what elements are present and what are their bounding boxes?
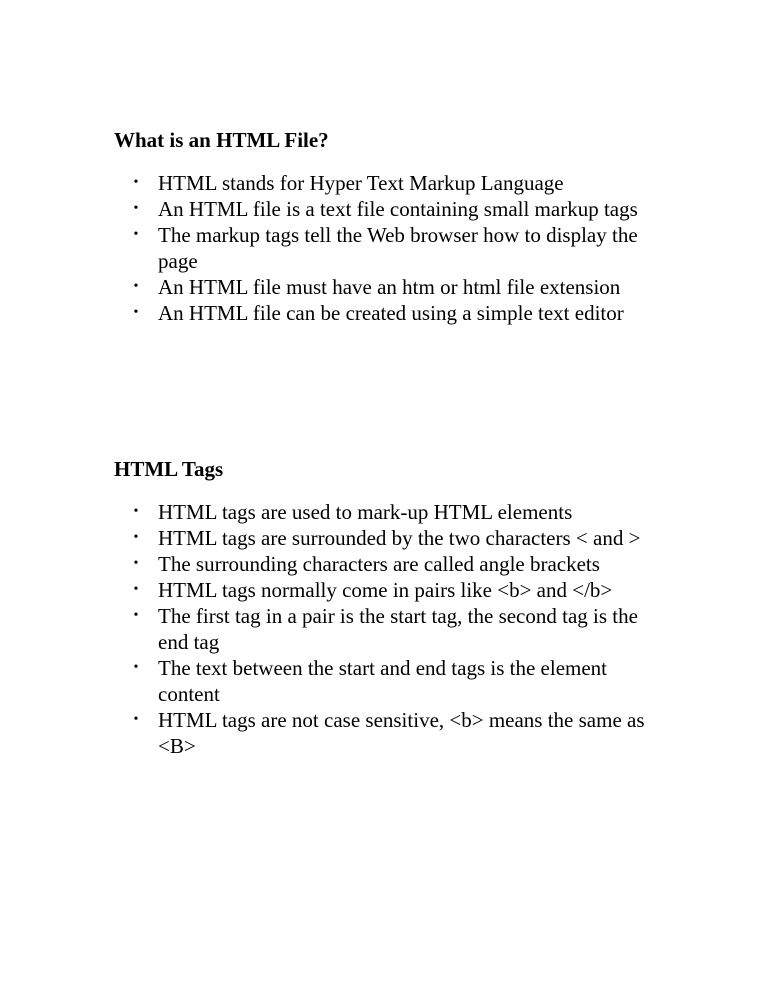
list-item-text: HTML tags are not case sensitive, <b> means the same as <B>	[158, 708, 645, 758]
list-item-text: An HTML file can be created using a simple text editor	[158, 301, 624, 325]
list-item	[114, 655, 658, 707]
section-what-is-html-file	[114, 127, 674, 326]
list-item-text: HTML tags normally come in pairs like <b> and </b>	[158, 578, 613, 602]
bullet-list	[114, 170, 674, 326]
bullet-icon: •	[133, 556, 139, 571]
list-item	[114, 222, 658, 274]
list-item	[114, 499, 658, 525]
list-item-text: HTML tags are surrounded by the two characters < and >	[158, 526, 641, 550]
bullet-list	[114, 499, 674, 759]
list-item	[114, 551, 658, 577]
list-item	[114, 525, 658, 551]
bullet-icon: •	[133, 279, 139, 294]
list-item-text: HTML stands for Hyper Text Markup Language	[158, 171, 564, 195]
bullet-icon: •	[133, 660, 139, 675]
bullet-icon: •	[133, 305, 139, 320]
list-item-text: An HTML file is a text file containing small markup tags	[158, 197, 638, 221]
list-item-text: The markup tags tell the Web browser how to display the page	[158, 223, 638, 273]
list-item	[114, 300, 658, 326]
bullet-icon: •	[133, 175, 139, 190]
bullet-icon: •	[133, 504, 139, 519]
list-item-text: HTML tags are used to mark-up HTML elements	[158, 500, 573, 524]
bullet-icon: •	[133, 608, 139, 623]
list-item	[114, 170, 658, 196]
list-item	[114, 196, 658, 222]
bullet-icon: •	[133, 227, 139, 242]
list-item	[114, 274, 658, 300]
list-item	[114, 707, 658, 759]
list-item-text: An HTML file must have an htm or html file extension	[158, 275, 621, 299]
list-item	[114, 577, 658, 603]
bullet-icon: •	[133, 582, 139, 597]
list-item-text: The text between the start and end tags is the element content	[158, 656, 608, 706]
bullet-icon: •	[133, 712, 139, 727]
list-item-text: The surrounding characters are called angle brackets	[158, 552, 600, 576]
list-item-text: The first tag in a pair is the start tag, the second tag is the end tag	[158, 604, 638, 654]
bullet-icon: •	[133, 201, 139, 216]
bullet-icon: •	[133, 530, 139, 545]
section-heading: HTML Tags	[114, 457, 224, 481]
section-heading: What is an HTML File?	[114, 128, 329, 152]
section-html-tags	[114, 456, 674, 759]
list-item	[114, 603, 658, 655]
